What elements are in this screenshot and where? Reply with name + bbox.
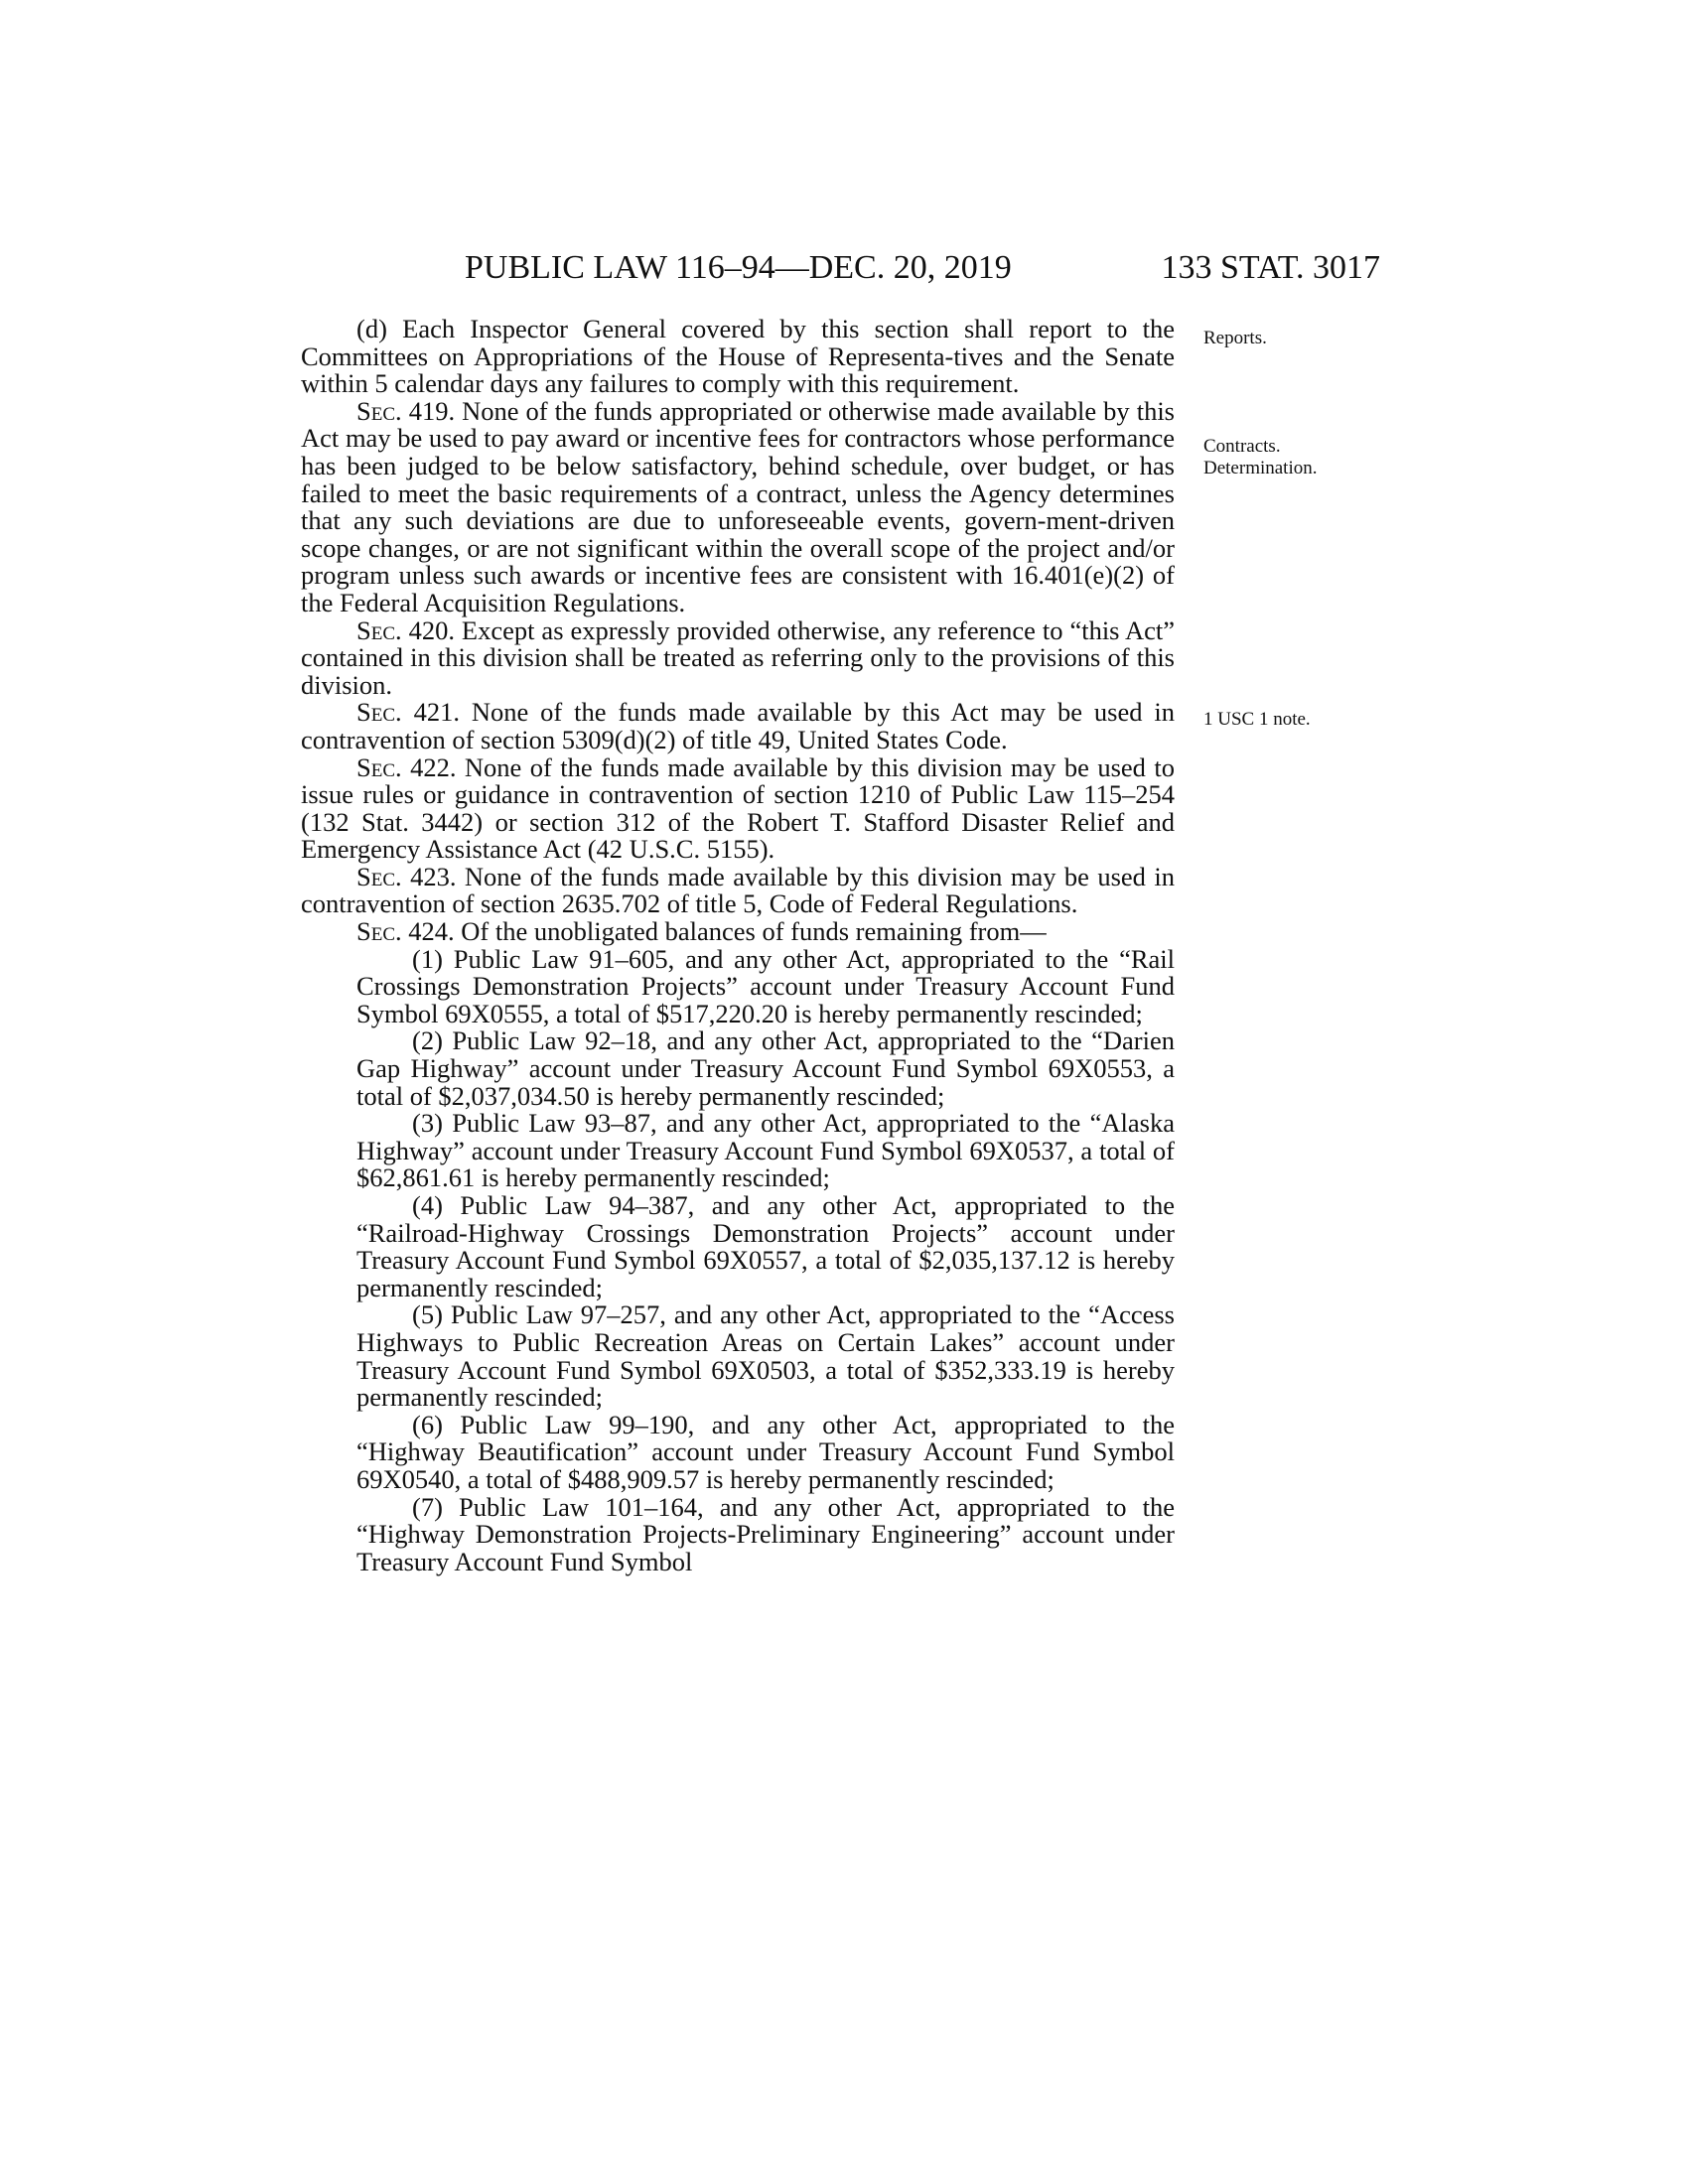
section-422: [301, 751, 1175, 865]
margin-note-usc: 1 USC 1 note.: [1203, 709, 1311, 730]
page-header: [298, 246, 1380, 290]
paragraph-text: 422. None of the funds made available by this division may be used to issue rules or guidance in contravention of section 1210 of Public Law 115–254 (132 Stat. 3442) or section 312 of the Robert T. Stafford Disaster Relief and Emergency Assistance Act (42 U.S.C. 5155).: [301, 751, 1175, 865]
margin-note-reports: Reports.: [1203, 328, 1267, 348]
paragraph-text: 419. None of the funds appropriated or otherwise made available by this Act may be used to pay award or incentive fees for contractors whose performance has been judged to be below satisfactory, behind schedule, over budget, or has failed to meet the basic requirements of a contract, unless the Agency determines that any such deviations are due to unforeseeable events, govern-ment-driven scope changes, or are not significant within the overall scope of the project and/or program unless such awards or incentive fees are consistent with 16.401(e)(2) of the Federal Acquisition Regulations.: [301, 395, 1175, 617]
section-label: Sec.: [356, 916, 402, 947]
rescission-item-6: (6) Public Law 99–190, and any other Act, appropriated to the “Highway Beautification” account under Treasury Account Fund Symbol 69X0540, a total of $488,909.57 is hereby permanently rescinded;: [356, 1409, 1175, 1494]
section-label: Sec.: [356, 395, 402, 426]
rescission-item-5: (5) Public Law 97–257, and any other Act, appropriated to the “Access Highways to Public Recreation Areas on Certain Lakes” account under Treasury Account Fund Symbol 69X0503, a total of $352,333.19 is hereby permanently rescinded;: [356, 1299, 1175, 1413]
section-label: Sec.: [356, 697, 402, 728]
section-421: [301, 699, 1175, 753]
body-text: [301, 316, 1175, 1575]
paragraph-text: (d) Each Inspector General covered by this section shall report to the Committees on Appropriations of the House of Representa-tives and the Senate within 5 calendar days any failures to comply with this requirement.: [301, 314, 1175, 399]
paragraph-text: 421. None of the funds made available by this Act may be used in contravention of section 5309(d)(2) of title 49, United States Code.: [301, 697, 1175, 754]
section-label: Sec.: [356, 751, 402, 782]
margin-note-determination: Determination.: [1203, 458, 1318, 478]
paragraph-text: 423. None of the funds made available by this division may be used in contravention of section 2635.702 of title 5, Code of Federal Regulations.: [301, 861, 1175, 919]
paragraph-text: 424. Of the unobligated balances of funds remaining from—: [401, 916, 1047, 947]
rescission-item-2: (2) Public Law 92–18, and any other Act, appropriated to the “Darien Gap Highway” account under Treasury Account Fund Symbol 69X0553, a total of $2,037,034.50 is hereby permanently rescinded;: [356, 1025, 1175, 1111]
section-label: Sec.: [356, 614, 402, 645]
section-420: [301, 614, 1175, 700]
section-label: Sec.: [356, 861, 402, 891]
statute-page-number: 133 STAT. 3017: [1161, 249, 1380, 286]
section-419: [301, 395, 1175, 617]
section-423: [301, 861, 1175, 919]
running-title: PUBLIC LAW 116–94—DEC. 20, 2019: [465, 249, 1012, 286]
paragraph-text: 420. Except as expressly provided otherwise, any reference to “this Act” contained in this division shall be treated as referring only to the provisions of this division.: [301, 614, 1175, 700]
rescission-item-3: (3) Public Law 93–87, and any other Act, appropriated to the “Alaska Highway” account under Treasury Account Fund Symbol 69X0537, a total of $62,861.61 is hereby permanently rescinded;: [356, 1108, 1175, 1193]
rescission-item-4: (4) Public Law 94–387, and any other Act, appropriated to the “Railroad-Highway Crossings Demonstration Projects” account under Treasury Account Fund Symbol 69X0557, a total of $2,035,137.12 is hereby permanently rescinded;: [356, 1190, 1175, 1302]
margin-note-contracts: Contracts.: [1203, 436, 1281, 457]
section-424: [301, 918, 1175, 946]
rescission-item-1: (1) Public Law 91–605, and any other Act, appropriated to the “Rail Crossings Demonstration Projects” account under Treasury Account Fund Symbol 69X0555, a total of $517,220.20 is hereby permanently rescinded;: [356, 943, 1175, 1028]
rescission-item-7: (7) Public Law 101–164, and any other Act, appropriated to the “Highway Demonstration Projects-Preliminary Engineering” account under Treasury Account Fund Symbol: [356, 1491, 1175, 1576]
paragraph-subsection-d: [301, 316, 1175, 398]
